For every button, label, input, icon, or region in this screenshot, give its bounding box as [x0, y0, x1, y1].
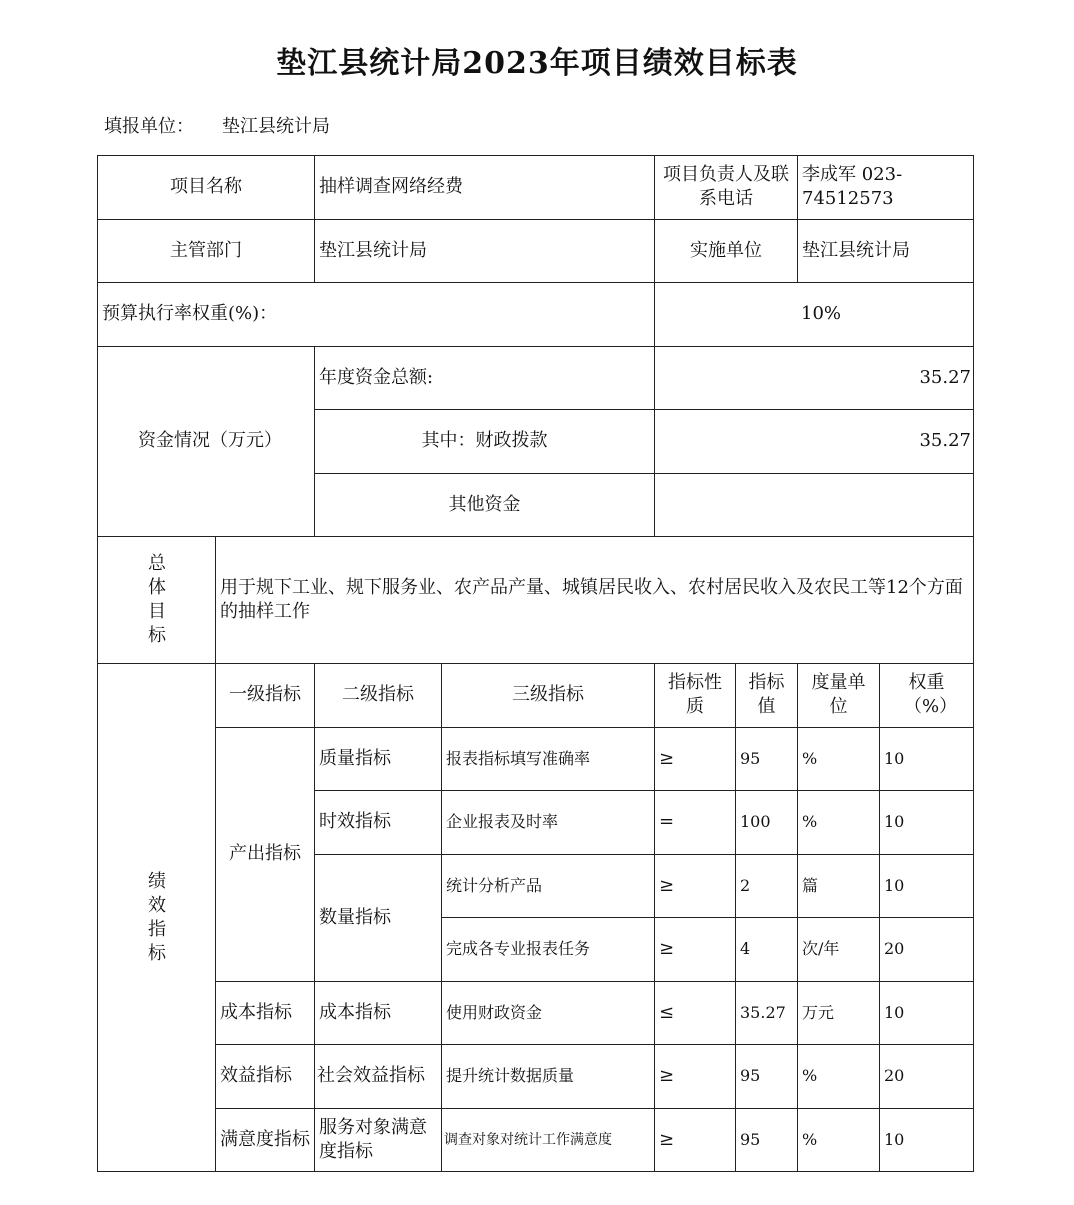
- header-level1: 一级指标: [216, 664, 315, 728]
- project-name-value: 抽样调查网络经费: [315, 156, 655, 220]
- level2-quantity: 数量指标: [315, 854, 442, 981]
- level2-timeliness: 时效指标: [315, 791, 442, 855]
- header-nature: 指标性质: [655, 664, 736, 728]
- level2-service-satisfaction: 服务对象满意度指标: [315, 1108, 442, 1172]
- unit-cell: %: [798, 1108, 880, 1172]
- weight-cell: 10: [880, 791, 974, 855]
- perf-label: 绩效指标: [98, 664, 216, 1172]
- table-row: [98, 981, 974, 1045]
- header-unit: 度量单位: [798, 664, 880, 728]
- nature-cell: ≥: [655, 1045, 736, 1109]
- budget-rate-label: 预算执行率权重(%)：: [98, 283, 655, 347]
- weight-cell: 10: [880, 981, 974, 1045]
- value-cell: 95: [736, 727, 798, 791]
- project-name-label: 项目名称: [98, 156, 315, 220]
- level3-cell: 统计分析产品: [442, 854, 655, 918]
- value-cell: 2: [736, 854, 798, 918]
- level1-benefit: 效益指标: [216, 1045, 315, 1109]
- weight-cell: 10: [880, 727, 974, 791]
- other-funds-label: 其他资金: [315, 473, 655, 537]
- unit-cell: 次/年: [798, 918, 880, 982]
- level1-output: 产出指标: [216, 727, 315, 981]
- performance-table: [97, 155, 974, 1172]
- impl-value: 垫江县统计局: [798, 219, 974, 283]
- budget-rate-value: 10%: [655, 283, 974, 347]
- annual-funds-label: 年度资金总额:: [315, 346, 655, 410]
- level2-social-benefit: 社会效益指标: [315, 1045, 442, 1109]
- funds-label: 资金情况（万元）: [98, 346, 315, 537]
- fiscal-funds-value: 35.27: [655, 410, 974, 474]
- weight-cell: 20: [880, 918, 974, 982]
- header-level2: 二级指标: [315, 664, 442, 728]
- weight-cell: 10: [880, 854, 974, 918]
- nature-cell: ≤: [655, 981, 736, 1045]
- dept-label: 主管部门: [98, 219, 315, 283]
- goal-text: 用于规下工业、规下服务业、农产品产量、城镇居民收入、农村居民收入及农民工等12个方面的抽样工作: [216, 537, 974, 664]
- level3-cell: 调查对象对统计工作满意度: [442, 1108, 655, 1172]
- unit-cell: 篇: [798, 854, 880, 918]
- page-title: 垫江县统计局2023年项目绩效目标表: [276, 46, 798, 81]
- weight-cell: 10: [880, 1108, 974, 1172]
- table-row: [98, 1045, 974, 1109]
- level1-cost: 成本指标: [216, 981, 315, 1045]
- fill-unit-value: 垫江县统计局: [222, 116, 330, 137]
- table-row: [98, 727, 974, 791]
- nature-cell: ≥: [655, 918, 736, 982]
- level3-cell: 企业报表及时率: [442, 791, 655, 855]
- header-level3: 三级指标: [442, 664, 655, 728]
- fill-unit-row: [104, 112, 330, 138]
- level3-cell: 提升统计数据质量: [442, 1045, 655, 1109]
- level3-cell: 使用财政资金: [442, 981, 655, 1045]
- unit-cell: %: [798, 727, 880, 791]
- table-row: [98, 1108, 974, 1172]
- header-value: 指标值: [736, 664, 798, 728]
- value-cell: 95: [736, 1045, 798, 1109]
- value-cell: 100: [736, 791, 798, 855]
- contact-value: 李成军 023-74512573: [798, 156, 974, 220]
- unit-cell: %: [798, 1045, 880, 1109]
- value-cell: 35.27: [736, 981, 798, 1045]
- nature-cell: =: [655, 791, 736, 855]
- weight-cell: 20: [880, 1045, 974, 1109]
- level3-cell: 完成各专业报表任务: [442, 918, 655, 982]
- contact-label: 项目负责人及联系电话: [655, 156, 798, 220]
- level1-satisfaction: 满意度指标: [216, 1108, 315, 1172]
- value-cell: 4: [736, 918, 798, 982]
- impl-label: 实施单位: [655, 219, 798, 283]
- value-cell: 95: [736, 1108, 798, 1172]
- level3-cell: 报表指标填写准确率: [442, 727, 655, 791]
- other-funds-value: [655, 473, 974, 537]
- fiscal-funds-label: 其中：财政拨款: [315, 410, 655, 474]
- level2-quality: 质量指标: [315, 727, 442, 791]
- fill-unit-label: 填报单位：: [104, 116, 194, 137]
- level2-cost: 成本指标: [315, 981, 442, 1045]
- nature-cell: ≥: [655, 854, 736, 918]
- header-weight: 权重（%）: [880, 664, 974, 728]
- nature-cell: ≥: [655, 1108, 736, 1172]
- unit-cell: %: [798, 791, 880, 855]
- unit-cell: 万元: [798, 981, 880, 1045]
- nature-cell: ≥: [655, 727, 736, 791]
- dept-value: 垫江县统计局: [315, 219, 655, 283]
- annual-funds-value: 35.27: [655, 346, 974, 410]
- goal-label: 总体目标: [98, 537, 216, 664]
